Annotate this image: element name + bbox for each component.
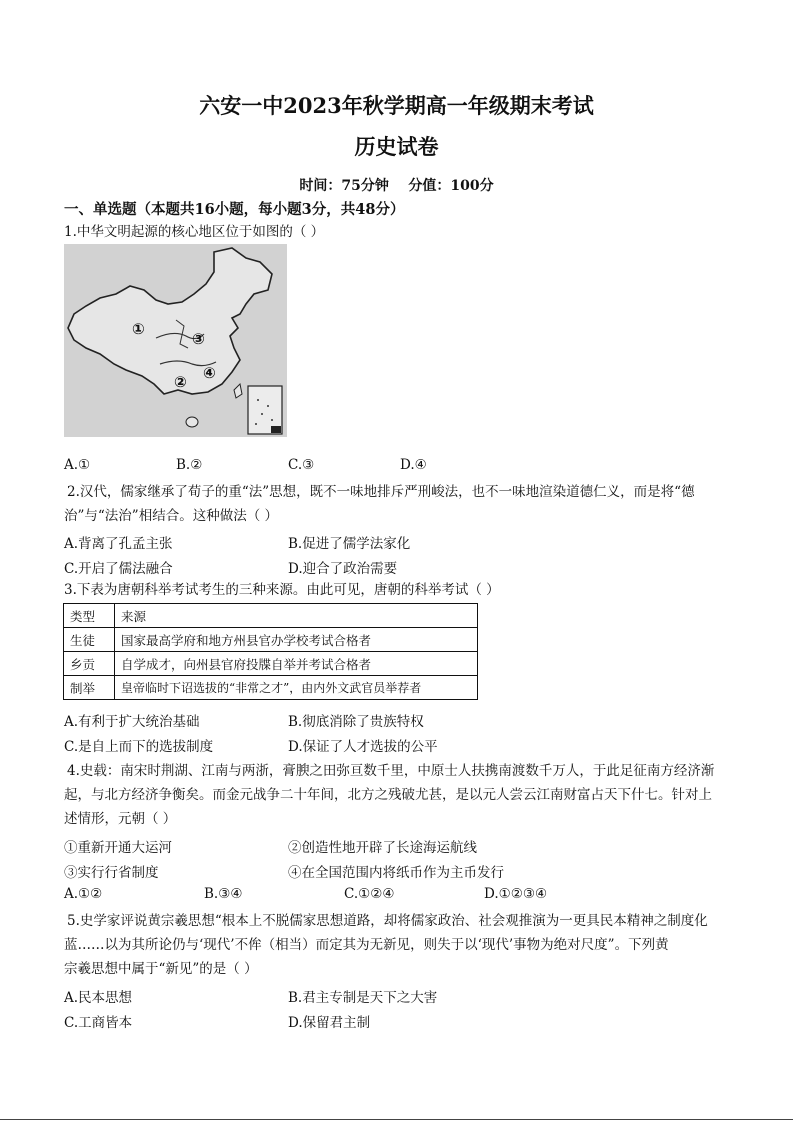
question-5-line-3: 宗羲思想中属于“新见”的是（ ） xyxy=(64,961,258,977)
table-row xyxy=(64,652,478,676)
section-heading: 一、单选题（本题共16小题，每小题3分，共48分） xyxy=(64,201,405,218)
question-4-line-2: 起，与北方经济争衡矣。而金元战争二十年间，北方之残破尤甚，是以元人尝云江南财富占天下什七。针对上 xyxy=(64,787,712,803)
table-cell: 自学成才，向州县官府投牒自举并考试合格者 xyxy=(115,652,478,676)
q4-item-2: ②创造性地开辟了长途海运航线 xyxy=(288,840,477,856)
table-cell: 生徒 xyxy=(64,628,115,652)
table-header-cell: 类型 xyxy=(64,604,115,628)
q4-option-b[interactable]: B.③④ xyxy=(204,886,243,902)
map-marker-3: ③ xyxy=(192,330,205,348)
q3-option-c[interactable]: C.是自上而下的选拔制度 xyxy=(64,739,214,755)
q4-option-c[interactable]: C.①②④ xyxy=(344,886,395,902)
q5-option-b[interactable]: B.君主专制是天下之大害 xyxy=(288,990,438,1006)
map-outline xyxy=(64,244,287,437)
question-2-line-1: 2.汉代，儒家继承了荀子的重“法”思想，既不一味地排斥严刑峻法，也不一味地渲染道德仁义，而是将“德 xyxy=(67,484,695,500)
table-row xyxy=(64,628,478,652)
q5-option-a[interactable]: A.民本思想 xyxy=(64,990,133,1006)
q1-option-c[interactable]: C.③ xyxy=(288,457,315,473)
question-5-line-2: 蓝……以为其所论仍与‘现代’不侔（相当）而定其为无新见，则失于以‘现代’事物为绝对尺度”。下列黄 xyxy=(64,937,669,953)
q1-option-a[interactable]: A.① xyxy=(64,457,91,473)
table-row xyxy=(64,676,478,700)
question-4-line-1: 4.史载：南宋时荆湖、江南与两浙，膏腴之田弥亘数千里，中原士人扶携南渡数千万人，于此足征南方经济渐 xyxy=(67,763,715,779)
q1-option-d[interactable]: D.④ xyxy=(400,457,427,473)
q2-option-d[interactable]: D.迎合了政治需要 xyxy=(288,561,398,577)
q1-option-b[interactable]: B.② xyxy=(176,457,203,473)
table-header-cell: 来源 xyxy=(115,604,478,628)
table-cell: 乡贡 xyxy=(64,652,115,676)
q3-option-a[interactable]: A.有利于扩大统治基础 xyxy=(64,714,200,730)
table-cell: 国家最高学府和地方州县官办学校考试合格者 xyxy=(115,628,478,652)
q4-item-1: ①重新开通大运河 xyxy=(64,840,172,856)
exam-subject: 历史试卷 xyxy=(354,134,439,159)
q3-option-d[interactable]: D.保证了人才选拔的公平 xyxy=(288,739,438,755)
table-header-row xyxy=(64,604,478,628)
q4-option-a[interactable]: A.①② xyxy=(64,886,103,902)
table-cell: 制举 xyxy=(64,676,115,700)
q2-option-b[interactable]: B.促进了儒学法家化 xyxy=(288,536,411,552)
china-map-image xyxy=(64,244,287,437)
exam-meta: 时间：75分钟 分值：100分 xyxy=(299,178,494,194)
q4-option-d[interactable]: D.①②③④ xyxy=(484,886,548,902)
q2-option-a[interactable]: A.背离了孔孟主张 xyxy=(64,536,173,552)
page-bottom-divider xyxy=(0,1119,793,1120)
map-marker-1: ① xyxy=(132,320,145,338)
q3-option-b[interactable]: B.彻底消除了贵族特权 xyxy=(288,714,424,730)
q4-item-4: ④在全国范围内将纸币作为主币发行 xyxy=(288,865,504,881)
q4-item-3: ③实行行省制度 xyxy=(64,865,159,881)
exam-source-table xyxy=(63,603,478,700)
question-2-line-2: 治”与“法治”相结合。这种做法（ ） xyxy=(64,508,278,524)
q5-option-c[interactable]: C.工商皆本 xyxy=(64,1015,133,1031)
map-marker-4: ④ xyxy=(203,364,216,382)
table-cell: 皇帝临时下诏选拔的“非常之才”，由内外文武官员举荐者 xyxy=(115,676,478,700)
question-5-line-1: 5.史学家评说黄宗羲思想“根本上不脱儒家思想道路，却将儒家政治、社会观推演为一更具民本精神之制度化 xyxy=(67,913,708,929)
question-3-stem: 3.下表为唐朝科举考试考生的三种来源。由此可见，唐朝的科举考试（ ） xyxy=(64,582,500,598)
q2-option-c[interactable]: C.开启了儒法融合 xyxy=(64,561,173,577)
exam-title: 六安一中2023年秋学期高一年级期末考试 xyxy=(199,93,594,118)
map-marker-2: ② xyxy=(174,373,187,391)
q5-option-d[interactable]: D.保留君主制 xyxy=(288,1015,371,1031)
question-1-stem: 1.中华文明起源的核心地区位于如图的（ ） xyxy=(64,224,325,240)
question-4-line-3: 述情形，元朝（ ） xyxy=(64,811,177,827)
